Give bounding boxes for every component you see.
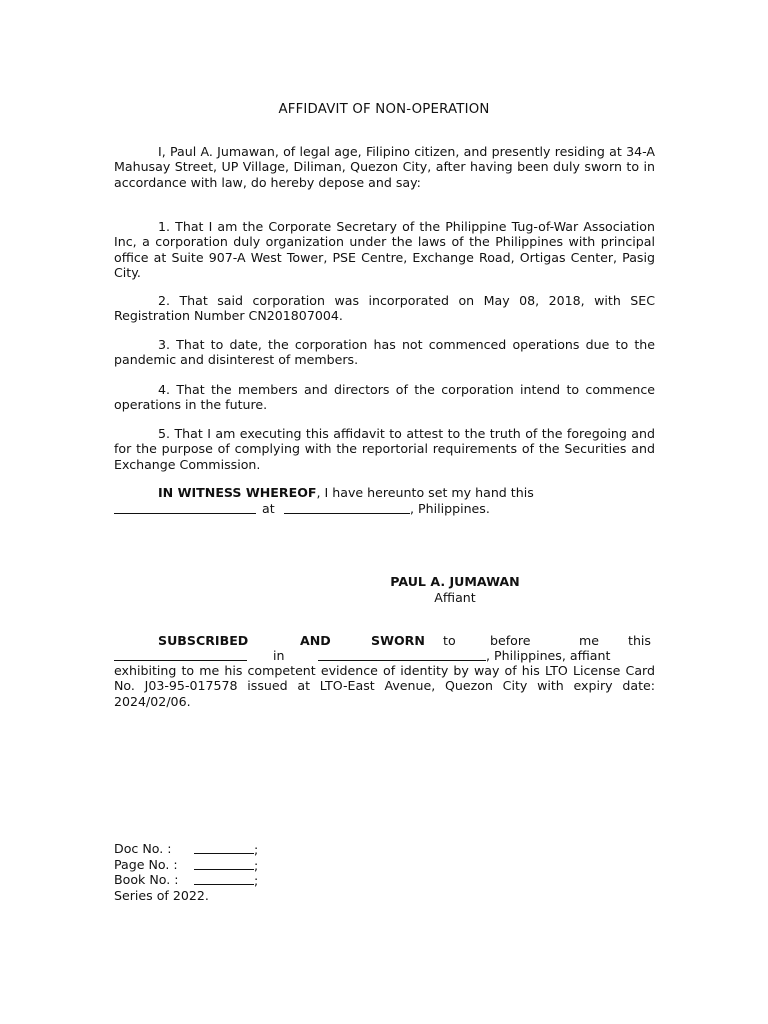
notary-register [114, 841, 414, 903]
jurat-word-subscribed: SUBSCRIBED [158, 633, 249, 648]
item-paragraph-5: 5. That I am executing this affidavit to attest to the truth of the foregoing and for the purpose of complying with the reportorial requirements of the Securities and Exchange Commission. [114, 426, 655, 472]
intro-paragraph: I, Paul A. Jumawan, of legal age, Filipino citizen, and presently residing at 34-A Mahusay Street, UP Village, Diliman, Quezon City, after having been duly sworn to in accordance with law, do hereby depose and say: [114, 144, 655, 190]
affiant-role: Affiant [434, 590, 476, 605]
jurat-line-1 [114, 633, 655, 649]
jurat-word-sworn: SWORN [371, 633, 425, 648]
doc-no-value: ; [194, 841, 258, 858]
jurat-word-and: AND [300, 633, 331, 648]
page-no-row [114, 857, 414, 873]
jurat-place-blank [318, 648, 486, 661]
item-paragraph-1: 1. That I am the Corporate Secretary of the Philippine Tug-of-War Association Inc, a corporation duly organization under the laws of the Philippines with principal office at Suite 907-A West Tower, PSE Centre, Exchange Road, Ortigas Center, Pasig City. [114, 219, 655, 280]
affiant-name: PAUL A. JUMAWAN [390, 574, 520, 589]
book-no-row [114, 872, 414, 888]
page-no-label: Page No. : [114, 856, 178, 872]
jurat-word-this: this [628, 633, 651, 648]
witness-line-2 [114, 501, 655, 517]
jurat-word-before: before [490, 633, 531, 648]
jurat-word-to: to [443, 633, 456, 648]
jurat-after: , Philippines, affiant [486, 648, 611, 663]
book-no-value: ; [194, 872, 258, 889]
item-paragraph-2: 2. That said corporation was incorporated on May 08, 2018, with SEC Registration Number CN201807004. [114, 293, 655, 324]
series-text: Series of 2022. [114, 887, 209, 903]
series-row [114, 888, 414, 904]
jurat-in: in [273, 648, 285, 663]
witness-end: , Philippines. [410, 501, 490, 516]
doc-no-label: Doc No. : [114, 841, 172, 856]
witness-lead: IN WITNESS WHEREOF [158, 485, 317, 500]
witness-at: at [262, 501, 275, 516]
jurat-line-2 [114, 648, 655, 664]
jurat-word-me: me [579, 633, 600, 648]
date-blank [114, 501, 256, 514]
doc-no-row [114, 841, 414, 857]
document-title: AFFIDAVIT OF NON-OPERATION [278, 102, 490, 117]
jurat-date-blank [114, 648, 247, 661]
page-no-value: ; [194, 857, 258, 874]
place-blank [284, 501, 410, 514]
witness-rest: , I have hereunto set my hand this [316, 485, 534, 500]
item-paragraph-4: 4. That the members and directors of the corporation intend to commence operations in the future. [114, 382, 655, 413]
witness-clause [114, 485, 655, 500]
book-no-label: Book No. : [114, 872, 179, 887]
item-paragraph-3: 3. That to date, the corporation has not commenced operations due to the pandemic and disinterest of members. [114, 337, 655, 368]
jurat-body: exhibiting to me his competent evidence of identity by way of his LTO License Card No. J03-95-017578 issued at LTO-East Avenue, Quezon City with expiry date: 2024/02/06. [114, 663, 655, 709]
